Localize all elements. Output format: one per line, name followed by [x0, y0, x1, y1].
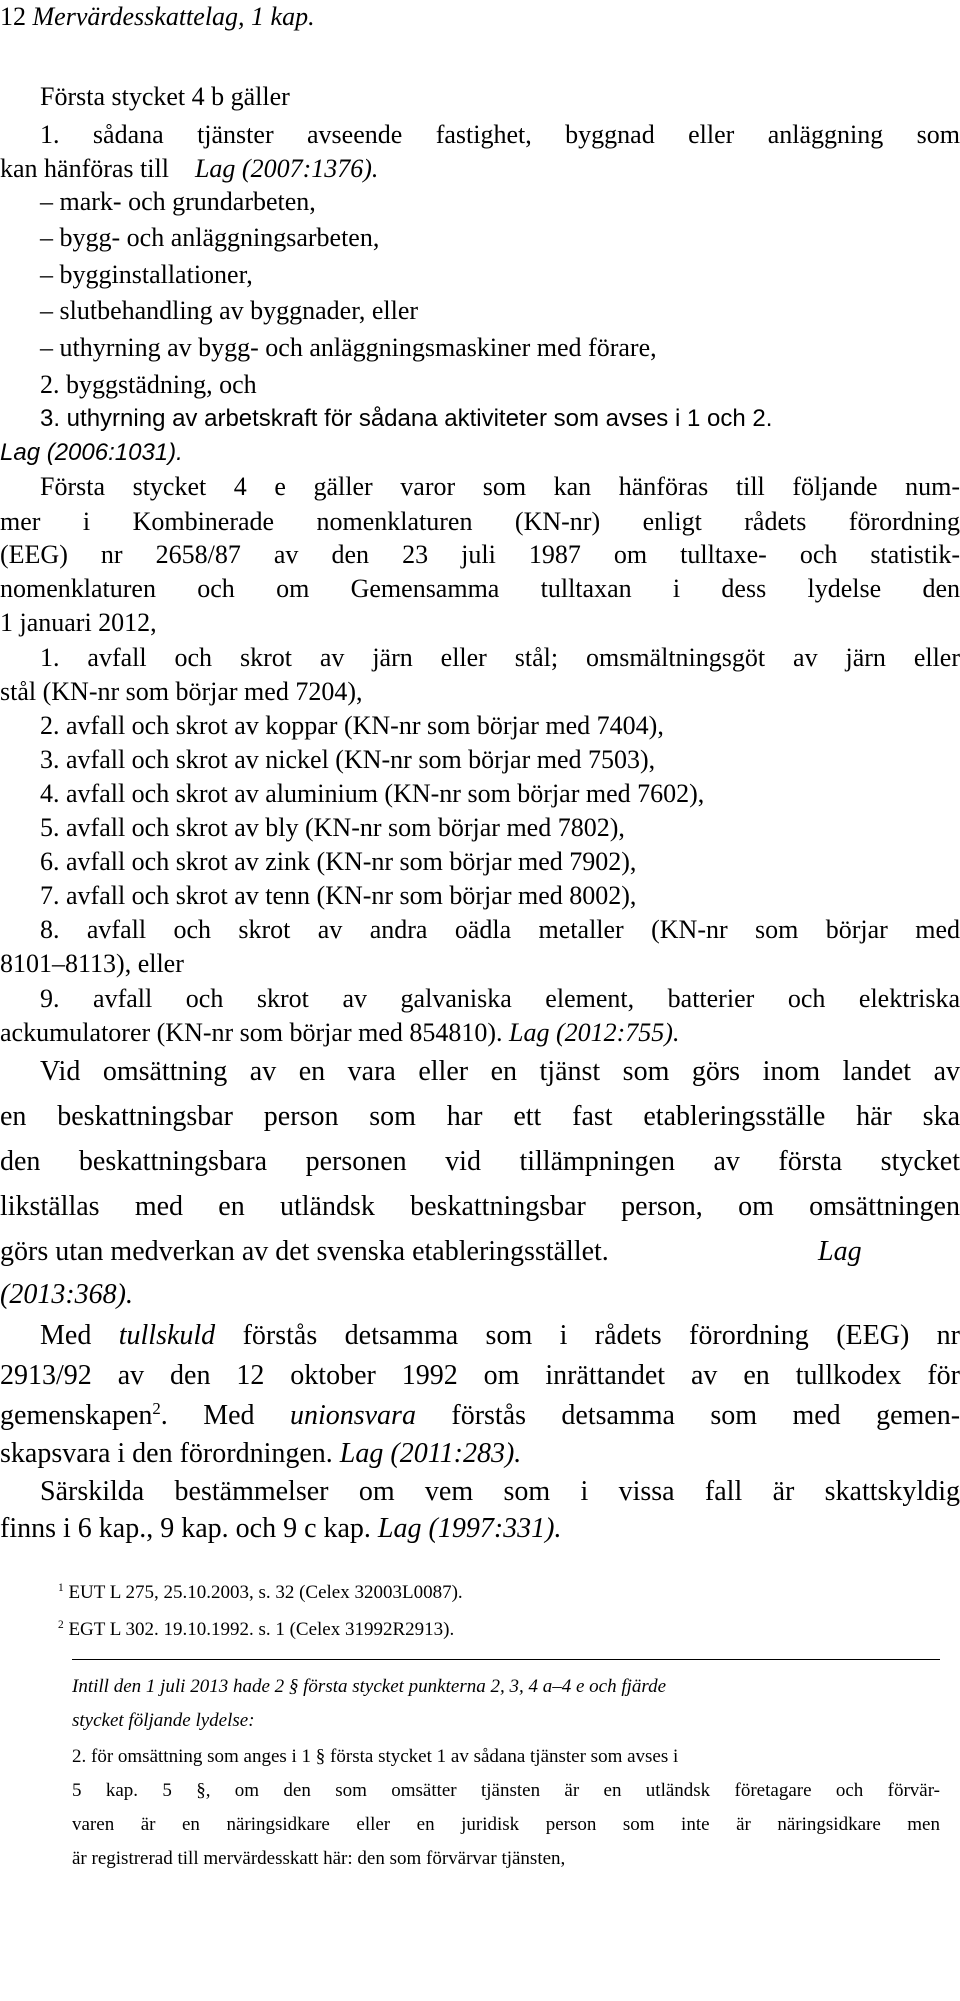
paragraph-line: en beskattningsbar person som har ett fast etableringsställe här ska — [0, 1101, 960, 1132]
footnote-number: 1 — [58, 1582, 64, 1595]
law-reference: Lag (2006:1031). — [0, 439, 183, 466]
list-item: – bygginstallationer, — [40, 260, 253, 289]
list-item: 2. avfall och skrot av koppar (KN-nr som börjar med 7404), — [40, 711, 664, 740]
list-item: stål (KN-nr som börjar med 7204), — [0, 677, 363, 706]
list-item: 9. avfall och skrot av galvaniska element, batterier och elektriska — [40, 984, 960, 1013]
paragraph-line: Första stycket 4 b gäller — [40, 82, 290, 111]
list-item: 3. avfall och skrot av nickel (KN-nr som börjar med 7503), — [40, 745, 656, 774]
list-item: 4. avfall och skrot av aluminium (KN-nr som börjar med 7602), — [40, 779, 705, 808]
defined-term: tullskuld — [118, 1320, 216, 1351]
list-item: 1. avfall och skrot av järn eller stål; omsmältningsgöt av järn eller — [40, 643, 960, 672]
paragraph-line — [0, 1238, 960, 1266]
paragraph-line — [0, 1398, 960, 1431]
paragraph-line — [0, 1440, 960, 1468]
divider — [72, 1659, 940, 1660]
paragraph-text: . Med — [160, 1400, 255, 1431]
paragraph-text: kan hänföras till — [0, 154, 169, 183]
paragraph-line: likställas med en utländsk beskattningsbar person, om omsättningen — [0, 1191, 960, 1222]
paragraph-line: (EEG) nr 2658/87 av den 23 juli 1987 om tulltaxe- och statistik- — [0, 540, 960, 569]
footnote — [58, 1620, 938, 1639]
footnote-text: EUT L 275, 25.10.2003, s. 32 (Celex 32003L0087). — [68, 1582, 463, 1603]
paragraph-line: den beskattningsbara personen vid tillämpningen av första stycket — [0, 1146, 960, 1177]
footnote-number: 2 — [58, 1619, 64, 1632]
paragraph-line: mer i Kombinerade nomenklaturen (KN-nr) enligt rådets förordning — [0, 507, 960, 536]
paragraph-text: finns i 6 kap., 9 kap. och 9 c kap. — [0, 1513, 371, 1544]
transitional-note-line: stycket följande lydelse: — [72, 1710, 255, 1731]
paragraph-text: förstås detsamma som med gemen- — [451, 1400, 960, 1431]
list-item: – bygg- och anläggningsarbeten, — [40, 223, 380, 252]
paragraph-text: gemenskapen — [0, 1400, 153, 1431]
list-item: 8101–8113), eller — [0, 949, 184, 978]
paragraph-text: Med — [40, 1320, 92, 1351]
defined-term: unionsvara — [289, 1400, 416, 1431]
law-reference: Lag (2007:1376). — [194, 154, 379, 183]
list-item: – mark- och grundarbeten, — [40, 187, 316, 216]
law-reference: Lag (2012:755). — [509, 1018, 680, 1047]
page-header — [0, 4, 960, 30]
paragraph-text: skapsvara i den förordningen. — [0, 1438, 333, 1469]
page-number: 12 — [0, 2, 26, 31]
list-item: 5. avfall och skrot av bly (KN-nr som börjar med 7802), — [40, 813, 625, 842]
transitional-text-line: är registrerad till mervärdesskatt här: den som förvärvar tjänsten, — [72, 1848, 566, 1869]
list-item: 2. byggstädning, och — [40, 370, 257, 399]
paragraph-line — [40, 1322, 960, 1350]
list-item: 7. avfall och skrot av tenn (KN-nr som börjar med 8002), — [40, 881, 637, 910]
law-reference: Lag (2011:283). — [339, 1438, 522, 1469]
paragraph-line: Vid omsättning av en vara eller en tjänst som görs inom landet av — [40, 1056, 960, 1087]
list-item: 3. uthyrning av arbetskraft för sådana aktiviteter som avses i 1 och 2. — [40, 405, 773, 432]
list-item — [0, 1020, 960, 1046]
paragraph-text: förstås detsamma som i rådets förordning (EEG) nr — [242, 1320, 960, 1351]
paragraph-line — [0, 1515, 960, 1543]
footnote-marker[interactable]: 2 — [152, 1398, 161, 1418]
list-item: – uthyrning av bygg- och anläggningsmaskiner med förare, — [40, 333, 657, 362]
footnote-text: EGT L 302. 19.10.1992. s. 1 (Celex 31992R2913). — [68, 1619, 455, 1640]
transitional-text-line: varen är en näringsidkare eller en juridisk person som inte är näringsidkare men — [72, 1814, 940, 1835]
paragraph-line: nomenklaturen och om Gemensamma tulltaxan i dess lydelse den — [0, 574, 960, 603]
paragraph-text: ackumulatorer (KN-nr som börjar med 854810). — [0, 1018, 503, 1047]
law-reference: Lag (1997:331). — [377, 1513, 562, 1544]
paragraph-line: 1. sådana tjänster avseende fastighet, byggnad eller anläggning som — [40, 120, 960, 149]
transitional-text-line: 2. för omsättning som anges i 1 § första stycket 1 av sådana tjänster som avses i — [72, 1746, 679, 1767]
law-reference: Lag — [818, 1236, 862, 1267]
list-item: 8. avfall och skrot av andra oädla metaller (KN-nr som börjar med — [40, 915, 960, 944]
paragraph-line — [0, 156, 960, 182]
paragraph-line: Särskilda bestämmelser om vem som i vissa fall är skattskyldig — [40, 1476, 960, 1507]
paragraph-line: 1 januari 2012, — [0, 608, 157, 637]
transitional-note-line: Intill den 1 juli 2013 hade 2 § första stycket punkterna 2, 3, 4 a–4 e och fjärde — [72, 1676, 667, 1697]
list-item: 6. avfall och skrot av zink (KN-nr som börjar med 7902), — [40, 847, 637, 876]
paragraph-line: Första stycket 4 e gäller varor som kan hänföras till följande num- — [40, 472, 960, 501]
law-reference: (2013:368). — [0, 1279, 133, 1310]
paragraph-text: görs utan medverkan av det svenska etableringsstället. — [0, 1236, 609, 1267]
paragraph-line: 2913/92 av den 12 oktober 1992 om inrättandet av en tullkodex för — [0, 1360, 960, 1391]
footnote — [58, 1583, 938, 1602]
page-header-title: Mervärdesskattelag, 1 kap. — [32, 2, 315, 31]
list-item: – slutbehandling av byggnader, eller — [40, 296, 419, 325]
transitional-text-line: 5 kap. 5 §, om den som omsätter tjänsten är en utländsk företagare och förvär- — [72, 1780, 940, 1801]
